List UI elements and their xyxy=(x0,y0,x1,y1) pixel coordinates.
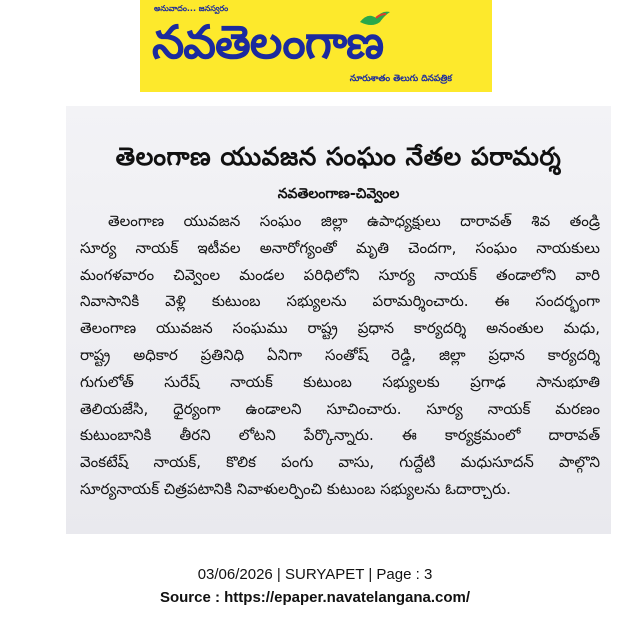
article-line: తెలియజేసి, ధైర్యంగా ఉండాలని సూచించారు. సూర్య నాయక్ మరణం xyxy=(80,399,600,418)
article-line: సూర్యనాయక్ చిత్రపటానికి నివాళులర్పించి కుటుంబ సభ్యులను ఓదార్చారు. xyxy=(80,479,511,498)
article-body xyxy=(80,208,600,503)
article-line: రాష్ట్ర అధికార ప్రతినిధి ఏనిగా సంతోష్ రెడ్డి, జిల్లా ప్రధాన కార్యదర్శి xyxy=(80,345,600,364)
article-headline: తెలంగాణ యువజన సంఘం నేతల పరామర్శ xyxy=(115,142,562,171)
article-line: నివాసానికి వెళ్లి కుటుంబ సభ్యులను పరామర్శించారు. ఈ సందర్భంగా xyxy=(80,292,600,311)
source-url-line[interactable]: Source : https://epaper.navatelangana.com/ xyxy=(159,589,471,606)
article-line: కుటుంబానికి తీరని లోటని పేర్కొన్నారు. ఈ కార్యక్రమంలో దారావత్ xyxy=(80,426,600,445)
article-line: సూర్య నాయక్ ఇటీవల అనారోగ్యంతో మృతి చెందగా, సంఘం నాయకులు xyxy=(80,238,600,257)
edition-date-line: 03/06/2026 | SURYAPET | Page : 3 xyxy=(197,566,433,583)
article-line: తెలంగాణ యువజన సంఘం జిల్లా ఉపాధ్యక్షులు దారావత్ శివ తండ్రి xyxy=(108,212,600,230)
masthead-slogan: నూరుశాతం తెలుగు దినపత్రిక xyxy=(349,74,452,84)
article-line: వెంకటేష్ నాయక్, కొలిక పంగు వాసు, గుద్దేటి మధుసూదన్ పాల్గొని xyxy=(80,453,600,472)
article-clipping xyxy=(66,106,611,534)
article-byline: నవతెలంగాణ-చివ్వెంల xyxy=(277,186,400,202)
article-line: గుగులోత్ సురేష్ నాయక్ కుటుంబ సభ్యులకు ప్రగాఢ సానుభూతి xyxy=(80,372,600,391)
masthead-tagline: అనువాదం... జనస్వరం xyxy=(154,4,229,13)
article-line: మంగళవారం చివ్వెంల మండల పరిధిలోని సూర్య నాయక్ తండాలోని వారి xyxy=(80,265,600,284)
masthead xyxy=(140,0,492,92)
article-line: తెలంగాణ యువజన సంఘము రాష్ట్ర ప్రధాన కార్యదర్శి అనంతుల మధు, xyxy=(80,319,600,338)
newspaper-logo: నవతెలంగాణ xyxy=(152,15,384,69)
